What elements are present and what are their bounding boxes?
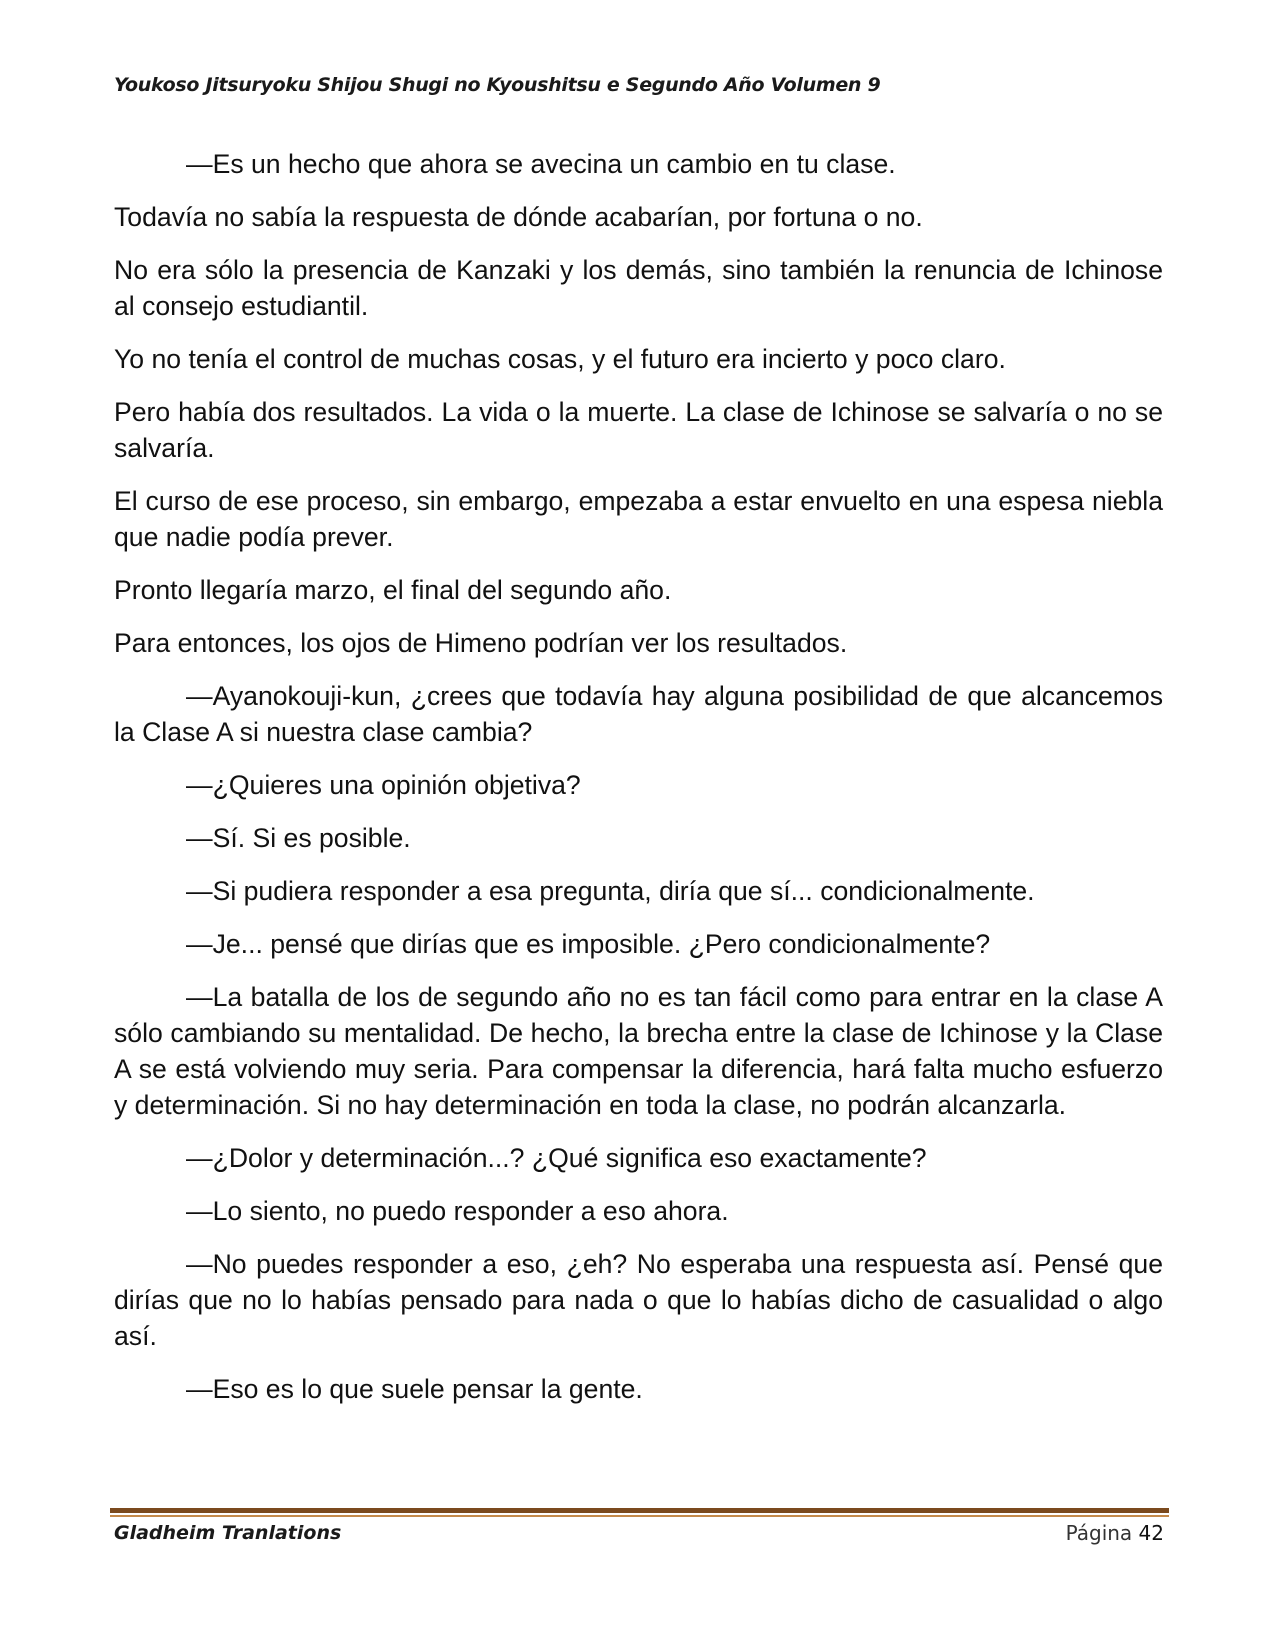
- paragraph: —Es un hecho que ahora se avecina un cambio en tu clase.: [186, 149, 896, 179]
- paragraph: —Si pudiera responder a esa pregunta, diría que sí... condicionalmente.: [186, 876, 1035, 906]
- paragraph: Pronto llegaría marzo, el final del segundo año.: [114, 575, 672, 605]
- paragraph: —No puedes responder a eso, ¿eh? No esperaba una respuesta así. Pensé que dirías que no lo habías pensado para nada o que lo habías dicho de casualidad o algo así.: [114, 1249, 1163, 1351]
- paragraph: No era sólo la presencia de Kanzaki y los demás, sino también la renuncia de Ichinose al consejo estudiantil.: [114, 255, 1163, 321]
- paragraph: El curso de ese proceso, sin embargo, empezaba a estar envuelto en una espesa niebla que nadie podía prever.: [114, 486, 1163, 552]
- page-label: Página: [1065, 1521, 1133, 1545]
- paragraph: Yo no tenía el control de muchas cosas, y el futuro era incierto y poco claro.: [114, 344, 1006, 374]
- footer-divider: [110, 1508, 1169, 1513]
- footer-divider-accent: [110, 1515, 1169, 1517]
- paragraph: —¿Quieres una opinión objetiva?: [186, 770, 581, 800]
- footer-translator: Gladheim Tranlations: [114, 1522, 342, 1544]
- paragraph: —La batalla de los de segundo año no es tan fácil como para entrar en la clase A sólo cambiando su mentalidad. De hecho, la brecha entre la clase de Ichinose y la Clase A se está volviendo muy seria. Para compensar la diferencia, hará falta mucho esfuerzo y determinación. Si no hay determinación en toda la clase, no podrán alcanzarla.: [114, 982, 1163, 1120]
- paragraph: —Je... pensé que dirías que es imposible. ¿Pero condicionalmente?: [186, 929, 991, 959]
- running-header-title: Youkoso Jitsuryoku Shijou Shugi no Kyoushitsu e Segundo Año Volumen 9: [114, 74, 881, 96]
- page-number: 42: [1138, 1521, 1164, 1545]
- paragraph: —Eso es lo que suele pensar la gente.: [186, 1374, 643, 1404]
- paragraph: —Sí. Si es posible.: [186, 823, 411, 853]
- paragraph: Para entonces, los ojos de Himeno podrían ver los resultados.: [114, 628, 848, 658]
- body-text: [114, 146, 1163, 1407]
- paragraph: Todavía no sabía la respuesta de dónde acabarían, por fortuna o no.: [114, 202, 923, 232]
- paragraph: —¿Dolor y determinación...? ¿Qué significa eso exactamente?: [186, 1143, 927, 1173]
- paragraph: Pero había dos resultados. La vida o la muerte. La clase de Ichinose se salvaría o no se salvaría.: [114, 397, 1163, 463]
- paragraph: —Lo siento, no puedo responder a eso ahora.: [186, 1196, 729, 1226]
- paragraph: —Ayanokouji-kun, ¿crees que todavía hay alguna posibilidad de que alcancemos la Clase A si nuestra clase cambia?: [114, 681, 1163, 747]
- footer-page-indicator: [1066, 1521, 1164, 1545]
